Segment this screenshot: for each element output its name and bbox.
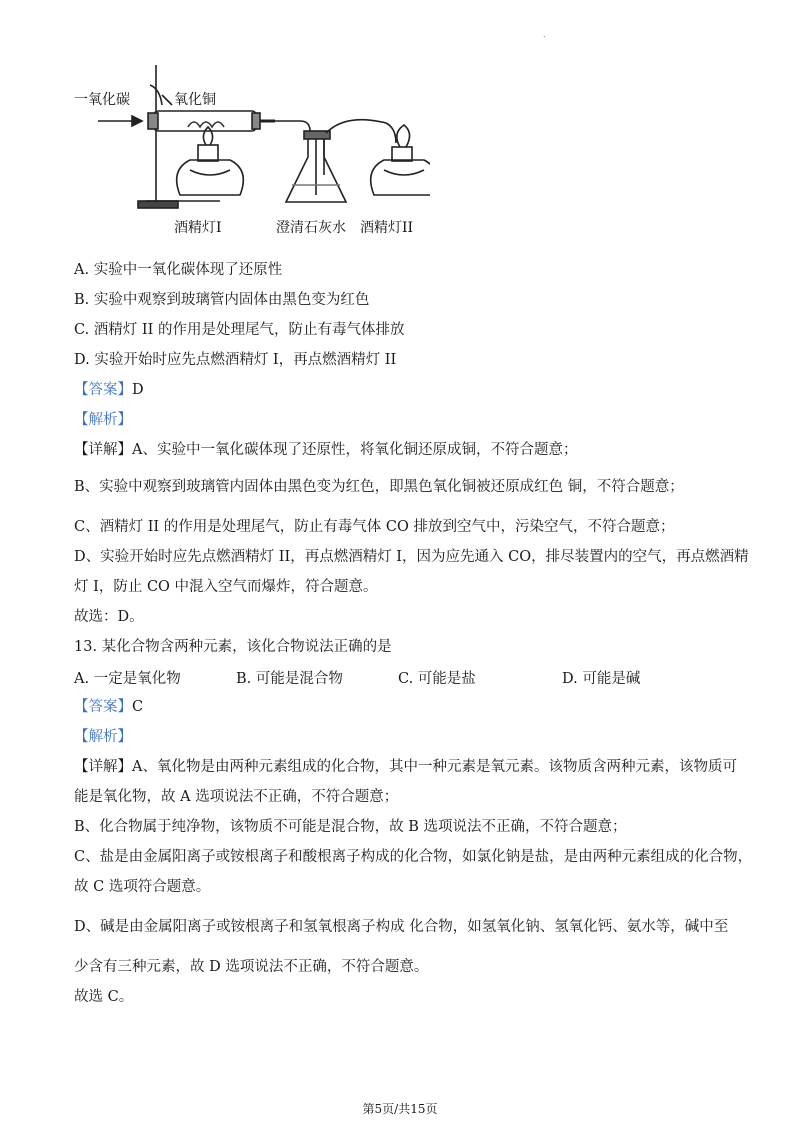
label-lamp-2: 酒精灯II bbox=[360, 220, 414, 236]
answer-tag: 【答案】 bbox=[74, 382, 132, 398]
q13-conclusion: 故选 C。 bbox=[74, 989, 134, 1005]
page-footer: 第5页/共15页 bbox=[362, 1102, 438, 1116]
q13-option-d: D. 可能是碱 bbox=[562, 671, 641, 687]
q13-option-b: B. 可能是混合物 bbox=[236, 671, 343, 687]
q12-option-b: B. 实验中观察到玻璃管内固体由黑色变为红色 bbox=[74, 292, 370, 308]
answer-value: D bbox=[132, 382, 144, 398]
label-lamp-1: 酒精灯I bbox=[174, 220, 222, 236]
q12-detail-a bbox=[74, 440, 577, 460]
q13-detail-c2: 故 C 选项符合题意。 bbox=[74, 879, 211, 895]
analysis-tag: 【解析】 bbox=[74, 729, 132, 745]
label-carbon-monoxide: 一氧化碳 bbox=[74, 92, 130, 108]
detail-tag: 【详解】 bbox=[74, 759, 132, 775]
detail-text: A、实验中一氧化碳体现了还原性，将氧化铜还原成铜，不符合题意； bbox=[132, 442, 578, 458]
detail-text: A、氧化物是由两种元素组成的化合物，其中一种元素是氧元素。该物质含两种元素，该物质可 bbox=[132, 759, 737, 775]
label-copper-oxide: 氧化铜 bbox=[174, 92, 216, 108]
top-mark: . bbox=[543, 30, 546, 39]
q13-stem: 13. 某化合物含两种元素，该化合物说法正确的是 bbox=[74, 639, 392, 655]
q12-detail-d2: 灯 I，防止 CO 中混入空气而爆炸，符合题意。 bbox=[74, 579, 378, 595]
q13-detail-a bbox=[74, 757, 737, 777]
q12-detail-b: B、实验中观察到玻璃管内固体由黑色变为红色，即黑色氧化铜被还原成红色 铜，不符合题意； bbox=[74, 479, 684, 495]
q12-analysis bbox=[74, 410, 132, 430]
q12-detail-c: C、酒精灯 II 的作用是处理尾气，防止有毒气体 CO 排放到空气中，污染空气，不符合题意； bbox=[74, 519, 675, 535]
q12-option-a: A. 实验中一氧化碳体现了还原性 bbox=[74, 262, 283, 278]
analysis-tag: 【解析】 bbox=[74, 412, 132, 428]
answer-tag: 【答案】 bbox=[74, 699, 132, 715]
answer-value: C bbox=[132, 699, 144, 715]
q13-detail-c: C、盐是由金属阳离子或铵根离子和酸根离子构成的化合物，如氯化钠是盐，是由两种元素组成的化合物， bbox=[74, 849, 753, 865]
q12-option-d: D. 实验开始时应先点燃酒精灯 I，再点燃酒精灯 II bbox=[74, 352, 397, 368]
q13-option-c: C. 可能是盐 bbox=[398, 671, 476, 687]
q12-conclusion: 故选：D。 bbox=[74, 609, 144, 625]
q12-detail-d: D、实验开始时应先点燃酒精灯 II，再点燃酒精灯 I，因为应先通入 CO，排尽装置内的空气，再点燃酒精 bbox=[74, 549, 749, 565]
q13-analysis bbox=[74, 727, 132, 747]
q13-detail-d2: 少含有三种元素，故 D 选项说法不正确，不符合题意。 bbox=[74, 959, 429, 975]
q12-option-c: C. 酒精灯 II 的作用是处理尾气，防止有毒气体排放 bbox=[74, 322, 405, 338]
q12-answer bbox=[74, 380, 144, 400]
label-limewater: 澄清石灰水 bbox=[276, 220, 346, 236]
q13-detail-a2: 能是氧化物，故 A 选项说法不正确，不符合题意； bbox=[74, 789, 399, 805]
q13-answer bbox=[74, 697, 143, 717]
q13-detail-d: D、碱是由金属阳离子或铵根离子和氢氧根离子构成 化合物，如氢氧化钠、氢氧化钙、氨水等，碱中至 bbox=[74, 919, 729, 935]
q13-detail-b: B、化合物属于纯净物，该物质不可能是混合物，故 B 选项说法不正确，不符合题意； bbox=[74, 819, 627, 835]
q13-option-a: A. 一定是氧化物 bbox=[74, 671, 181, 687]
apparatus-diagram bbox=[70, 55, 430, 245]
detail-tag: 【详解】 bbox=[74, 442, 132, 458]
